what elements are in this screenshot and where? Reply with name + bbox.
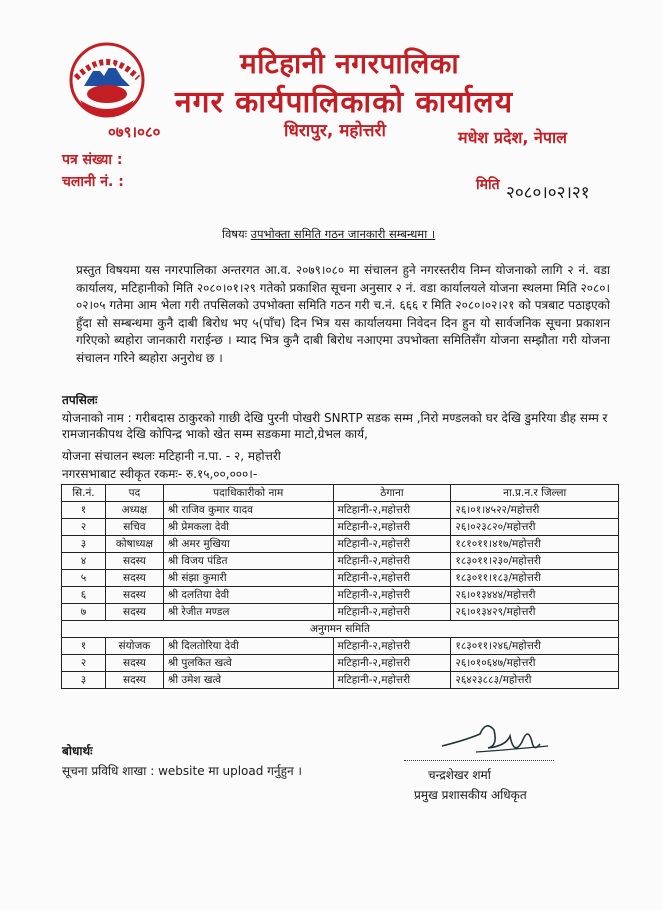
signature <box>436 716 556 762</box>
table-row <box>62 502 619 519</box>
cell-sn: ३ <box>62 672 106 689</box>
cell-address: मटिहानी-२,महोत्तरी <box>333 536 451 553</box>
cell-name: श्री विजय पंडित <box>163 553 333 570</box>
body-paragraph: प्रस्तुत विषयमा यस नगरपालिका अन्तरगत आ.व. २०७९।०८० मा संचालन हुने नगरस्तरीय निम्न योजनाको लागि २ नं. वडा कार्यालय, मटिहानीको मिति २०८०।०१।२९ गतेको प्रकाशित सूचना अनुसार २ नं. वडा कार्यालयले योजना स्थलमा मिति २०८०।०२।०५ गतेमा आम भेला गरी तपसिलको उपभोक्ता समिति गठन गरी च.नं. ६६६ र मिति २०८०।०२।२१ को पत्रबाट पठाइएको हुँदा सो सम्बन्धमा कुनै दाबी बिरोध भए ५(पाँच) दिन भित्र यस कार्यालयमा निवेदन दिन हुन यो सार्वजनिक सूचना प्रकाशन गरिएको ब्यहोरा जानकारी गराईन्छ । म्याद भित्र कुनै दाबी बिरोध नआएमा उपभोक्ता समितिसँग योजना सम्झौता गरी योजना संचालन गरिने ब्यहोरा अनुरोध छ । <box>76 263 610 365</box>
project-name: योजनाको नाम : गरीबदास ठाकुरको गाछी देखि पुरनी पोखरी SNRTP सडक सम्म ,निरो मण्डलको घर देखि डुमरिया डीह सम्म र रामजानकीपथ देखि कोपिन्द्र भाको खेत सम्म सडकमा माटो,ग्रेभल कार्य, <box>62 411 608 441</box>
table-row <box>62 553 619 570</box>
cell-citizenship: २६४२३८८३/महोत्तरी <box>451 672 619 689</box>
cell-address: मटिहानी-२,महोत्तरी <box>333 672 451 689</box>
table-row <box>62 604 619 621</box>
col-sn: सि.नं. <box>62 485 106 502</box>
date-value: २०८०।०२।२१ <box>506 183 590 203</box>
cell-address: मटिहानी-२,महोत्तरी <box>333 638 451 655</box>
cell-post: संयोजक <box>105 638 163 655</box>
cell-sn: ५ <box>62 570 106 587</box>
cell-sn: १ <box>62 502 106 519</box>
subject-prefix: विषयः <box>222 227 248 241</box>
table-row <box>62 570 619 587</box>
cell-post: सदस्य <box>105 672 163 689</box>
cell-address: मटिहानी-२,महोत्तरी <box>333 587 451 604</box>
cell-address: मटिहानी-२,महोत्तरी <box>333 553 451 570</box>
col-address: ठेगाना <box>333 485 451 502</box>
cell-address: मटिहानी-२,महोत्तरी <box>333 502 451 519</box>
cell-address: मटिहानी-२,महोत्तरी <box>333 519 451 536</box>
cell-name: श्री संझा कुमारी <box>163 570 333 587</box>
cell-sn: ६ <box>62 587 106 604</box>
fiscal-year-code: ०७९।०८० <box>108 123 161 141</box>
cell-citizenship: १८३०११।१८३/महोत्तरी <box>451 570 619 587</box>
office-title: नगर कार्यपालिकाको कार्यालय <box>175 85 514 120</box>
table-row <box>62 672 619 689</box>
cell-post: अध्यक्ष <box>105 502 163 519</box>
cell-name: श्री उमेश खत्वे <box>163 672 333 689</box>
col-name: पदाधिकारीको नाम <box>163 485 333 502</box>
col-post: पद <box>105 485 163 502</box>
bodharth-label: बोधार्थः <box>62 744 93 758</box>
cell-sn: ४ <box>62 553 106 570</box>
approved-amount: नगरसभाबाट स्वीकृत रकमः- रु.१५,००,०००।- <box>62 467 258 481</box>
cell-citizenship: १८३०११।२३०/महोत्तरी <box>451 553 619 570</box>
signer-name: चन्द्रशेखर शर्मा <box>428 768 491 782</box>
cell-name: श्री दलतिया देवी <box>163 587 333 604</box>
signature-line <box>404 760 554 761</box>
bodharth-text: सूचना प्रविधि शाखा : website मा upload गर्नुहुन । <box>62 764 302 778</box>
dispatch-number-label: चलानी नं. : <box>62 174 124 190</box>
cell-name: श्री रेजीत मण्डल <box>163 604 333 621</box>
cell-citizenship: २६।०१३४२९/महोत्तरी <box>451 604 619 621</box>
cell-post: सदस्य <box>105 587 163 604</box>
cell-post: सदस्य <box>105 570 163 587</box>
table-row <box>62 519 619 536</box>
cell-name: श्री पुलकित खत्वे <box>163 655 333 672</box>
cell-post: सचिव <box>105 519 163 536</box>
cell-post: सदस्य <box>105 553 163 570</box>
cell-address: मटिहानी-२,महोत्तरी <box>333 570 451 587</box>
municipality-title: मटिहानी नगरपालिका <box>240 47 460 80</box>
letter-number-label: पत्र संख्या : <box>62 152 123 168</box>
cell-sn: १ <box>62 638 106 655</box>
date-label: मिति <box>476 177 500 193</box>
cell-post: सदस्य <box>105 655 163 672</box>
monitoring-committee-label: अनुगमन समिति <box>62 621 619 638</box>
cell-post: सदस्य <box>105 604 163 621</box>
cell-sn: २ <box>62 655 106 672</box>
cell-citizenship: २६।०२३८२०/महोत्तरी <box>451 519 619 536</box>
signer-title: प्रमुख प्रशासकीय अधिकृत <box>414 788 527 802</box>
cell-name: श्री दिलतोरिया देवी <box>163 638 333 655</box>
cell-name: श्री राजिव कुमार यादव <box>163 502 333 519</box>
office-location: धिरापुर, महोत्तरी <box>284 121 386 141</box>
cell-citizenship: २६।०१।४५२२/महोत्तरी <box>451 502 619 519</box>
committee-table <box>61 484 619 689</box>
province-text: मधेश प्रदेश, नेपाल <box>458 128 567 147</box>
nepal-emblem-logo <box>66 40 148 122</box>
cell-address: मटिहानी-२,महोत्तरी <box>333 655 451 672</box>
table-row <box>62 536 619 553</box>
tapasil-label: तपसिलः <box>62 393 98 407</box>
table-row <box>62 638 619 655</box>
cell-citizenship: २६।०१०६४७/महोत्तरी <box>451 655 619 672</box>
table-row <box>62 655 619 672</box>
cell-name: श्री प्रेमकला देवी <box>163 519 333 536</box>
col-citizenship: ना.प्र.न.र जिल्ला <box>451 485 619 502</box>
cell-name: श्री अमर मुखिया <box>163 536 333 553</box>
cell-sn: ७ <box>62 604 106 621</box>
table-row <box>62 587 619 604</box>
subject-text: उपभोक्ता समिति गठन जानकारी सम्बन्धमा । <box>250 227 436 241</box>
cell-citizenship: १८१०११।४१७/महोत्तरी <box>451 536 619 553</box>
cell-citizenship: १८३०११।२४६/महोत्तरी <box>451 638 619 655</box>
cell-sn: २ <box>62 519 106 536</box>
project-location: योजना संचालन स्थलः मटिहानी न.पा. - २, महोत्तरी <box>62 449 281 463</box>
cell-citizenship: २६।०१३४४४/महोत्तरी <box>451 587 619 604</box>
cell-address: मटिहानी-२,महोत्तरी <box>333 604 451 621</box>
cell-sn: ३ <box>62 536 106 553</box>
cell-post: कोषाध्यक्ष <box>105 536 163 553</box>
section-row <box>62 621 619 638</box>
subject-line <box>222 227 435 242</box>
table-header-row <box>62 485 619 502</box>
